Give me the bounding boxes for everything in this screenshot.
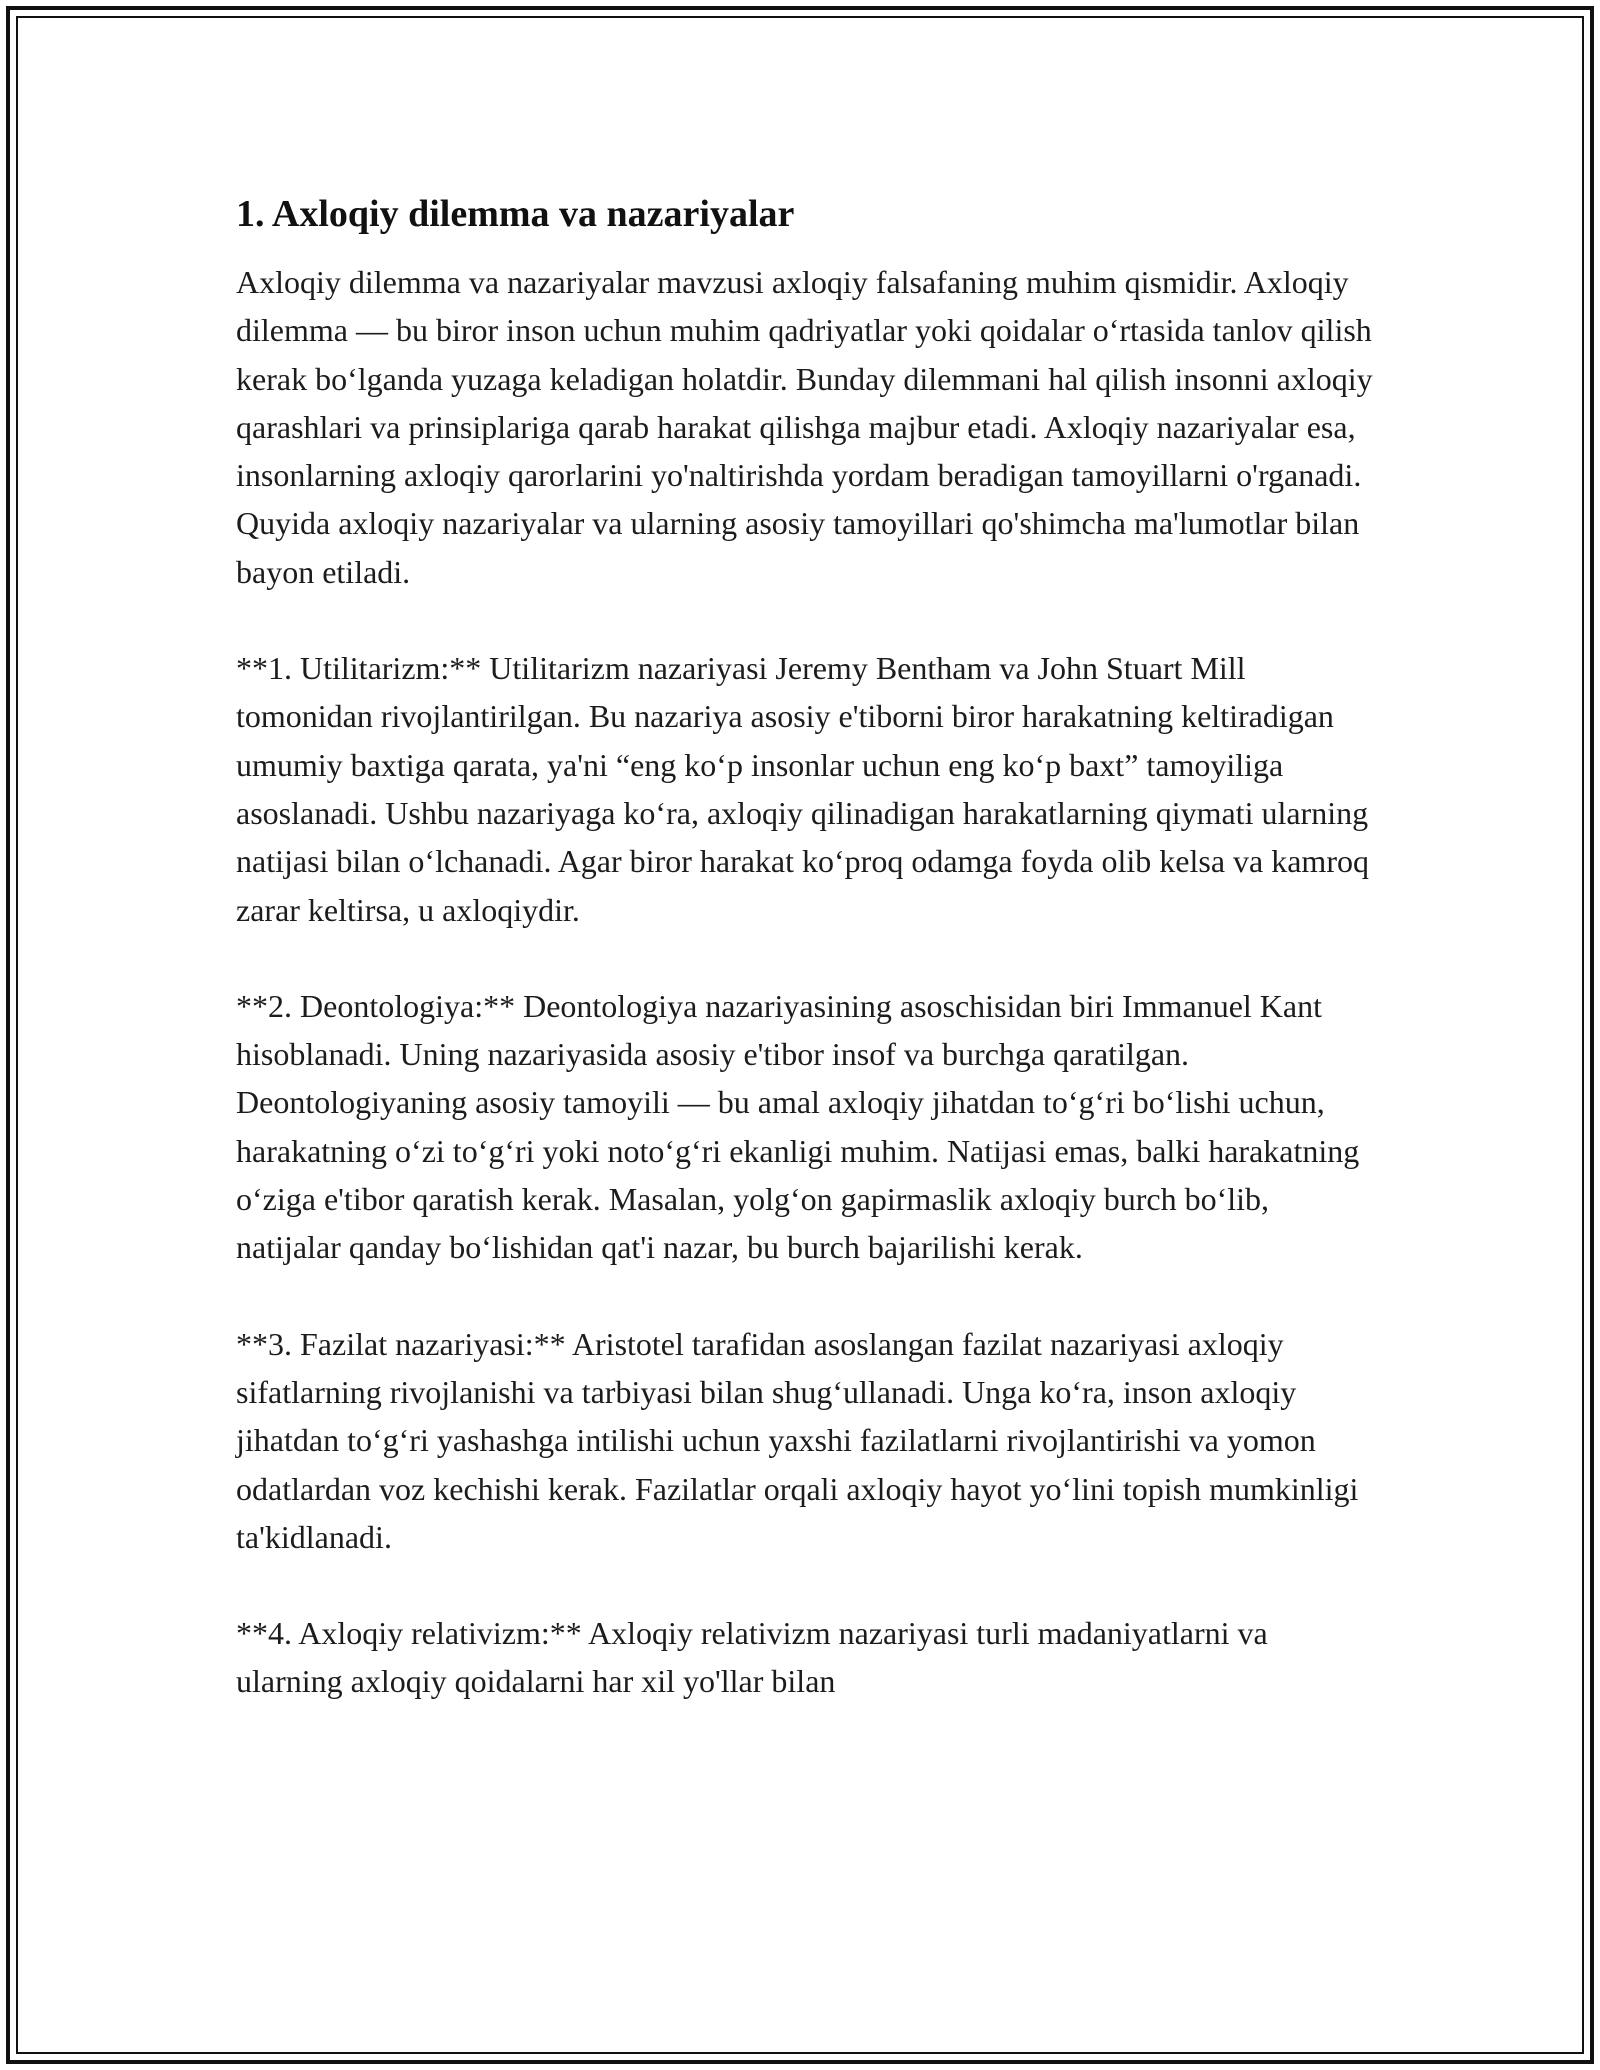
paragraph-virtue-ethics: **3. Fazilat nazariyasi:** Aristotel tarafidan asoslangan fazilat nazariyasi axloqiy sifatlarning rivojlanishi va tarbiyasi bilan shug‘ullanadi. Unga ko‘ra, inson axloqiy jihatdan to‘g‘ri yashashga intilishi uchun yaxshi fazilatlarni rivojlantirishi va yomon odatlardan voz kechishi kerak. Fazilatlar orqali axloqiy hayot yo‘lini topish mumkinligi ta'kidlanadi. — [236, 1325, 1359, 1555]
paragraph-utilitarianism: **1. Utilitarizm:** Utilitarizm nazariyasi Jeremy Bentham va John Stuart Mill tomonidan rivojlantirilgan. Bu nazariya asosiy e'tiborni biror harakatning keltiradigan umumiy baxtiga qarata, ya'ni “eng ko‘p insonlar uchun eng ko‘p baxt” tamoyiliga asoslanadi. Ushbu nazariyaga ko‘ra, axloqiy qilinadigan harakatlarning qiymati ularning natijasi bilan o‘lchanadi. Agar biror harakat ko‘proq odamga foyda olib kelsa va kamroq zarar keltirsa, u axloqiydir. — [236, 650, 1369, 928]
paragraph-moral-relativism: **4. Axloqiy relativizm:** Axloqiy relativizm nazariyasi turli madaniyatlarni va ularning axloqiy qoidalarni har xil yo'llar bilan — [236, 1615, 1268, 1700]
paragraph-intro: Axloqiy dilemma va nazariyalar mavzusi axloqiy falsafaning muhim qismidir. Axloqiy dilemma — bu biror inson uchun muhim qadriyatlar yoki qoidalar o‘rtasida tanlov qilish kerak bo‘lganda yuzaga keladigan holatdir. Bunday dilemmani hal qilish insonni axloqiy qarashlari va prinsiplariga qarab harakat qilishga majbur etadi. Axloqiy nazariyalar esa, insonlarning axloqiy qarorlarini yo'naltirishda yordam beradigan tamoyillarni o'rganadi. Quyida axloqiy nazariyalar va ularning asosiy tamoyillari qo'shimcha ma'lumotlar bilan bayon etiladi. — [236, 264, 1373, 590]
paragraph-deontology: **2. Deontologiya:** Deontologiya nazariyasining asoschisidan biri Immanuel Kant hisoblanadi. Uning nazariyasida asosiy e'tibor insof va burchga qaratilgan. Deontologiyaning asosiy tamoyili — bu amal axloqiy jihatdan to‘g‘ri bo‘lishi uchun, harakatning o‘zi to‘g‘ri yoki noto‘g‘ri ekanligi muhim. Natijasi emas, balki harakatning o‘ziga e'tibor qaratish kerak. Masalan, yolg‘on gapirmaslik axloqiy burch bo‘lib, natijalar qanday bo‘lishidan qat'i nazar, bu burch bajarilishi kerak. — [236, 987, 1360, 1266]
section-heading: 1. Axloqiy dilemma va nazariyalar — [236, 193, 795, 235]
document-body — [236, 186, 1376, 1754]
